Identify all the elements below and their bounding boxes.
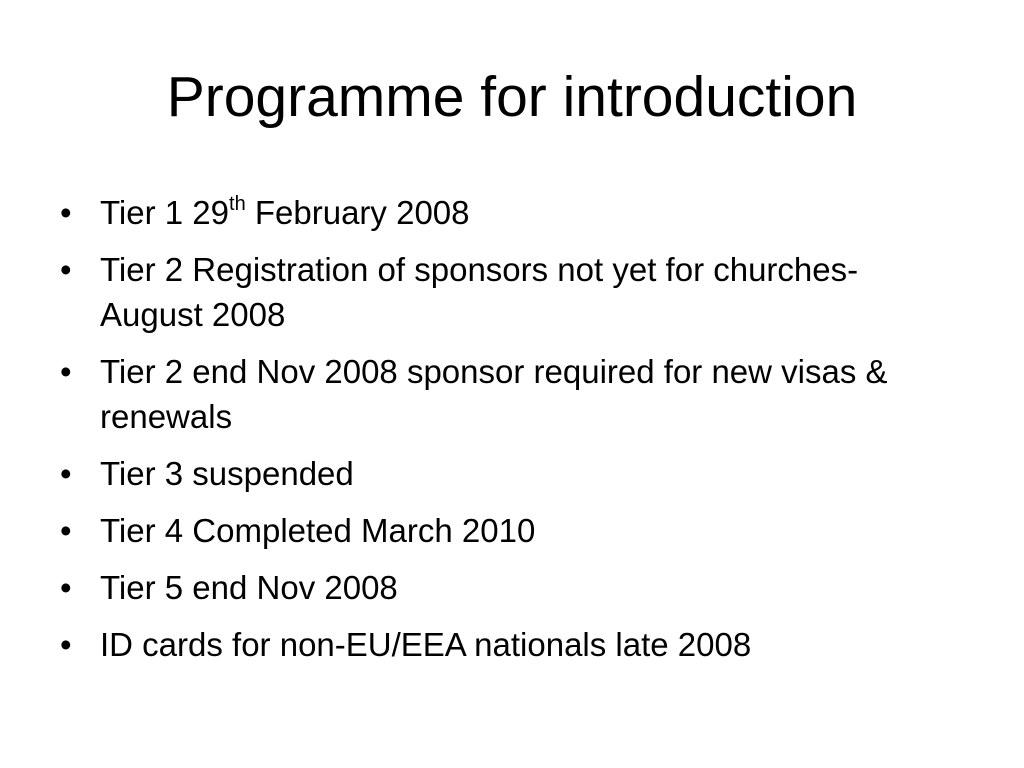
- bullet-text: Tier 4 Completed March 2010: [100, 512, 536, 549]
- bullet-marker: •: [60, 626, 72, 663]
- bullet-text-main: Tier 1 29: [100, 194, 230, 231]
- bullet-marker: •: [60, 251, 72, 288]
- bullet-item-tier2-registration: [60, 247, 960, 337]
- slide-title: Programme for introduction: [166, 65, 858, 129]
- bullet-item-tier2-sponsor: [60, 349, 960, 439]
- bullet-marker: •: [60, 194, 72, 231]
- bullet-text-rest: February 2008: [245, 194, 470, 231]
- bullet-item-tier4: [60, 508, 960, 553]
- ordinal-suffix: th: [229, 193, 246, 215]
- bullet-marker: •: [60, 353, 72, 390]
- bullet-text: Tier 5 end Nov 2008: [100, 569, 398, 606]
- bullet-marker: •: [60, 455, 72, 492]
- bullet-text: Tier 2 end Nov 2008 sponsor required for new visas & renewals: [100, 353, 888, 435]
- bullet-item-tier1: [60, 190, 960, 235]
- bullet-item-tier5: [60, 565, 960, 610]
- bullet-text: ID cards for non-EU/EEA nationals late 2008: [100, 626, 752, 663]
- bullet-item-tier3: [60, 451, 960, 496]
- bullet-marker: •: [60, 512, 72, 549]
- bullet-text: Tier 3 suspended: [100, 455, 354, 492]
- bullet-text: [100, 194, 470, 231]
- bullet-text: Tier 2 Registration of sponsors not yet for churches- August 2008: [100, 251, 859, 333]
- bullet-list: [60, 190, 960, 679]
- bullet-marker: •: [60, 569, 72, 606]
- bullet-item-id-cards: [60, 622, 960, 667]
